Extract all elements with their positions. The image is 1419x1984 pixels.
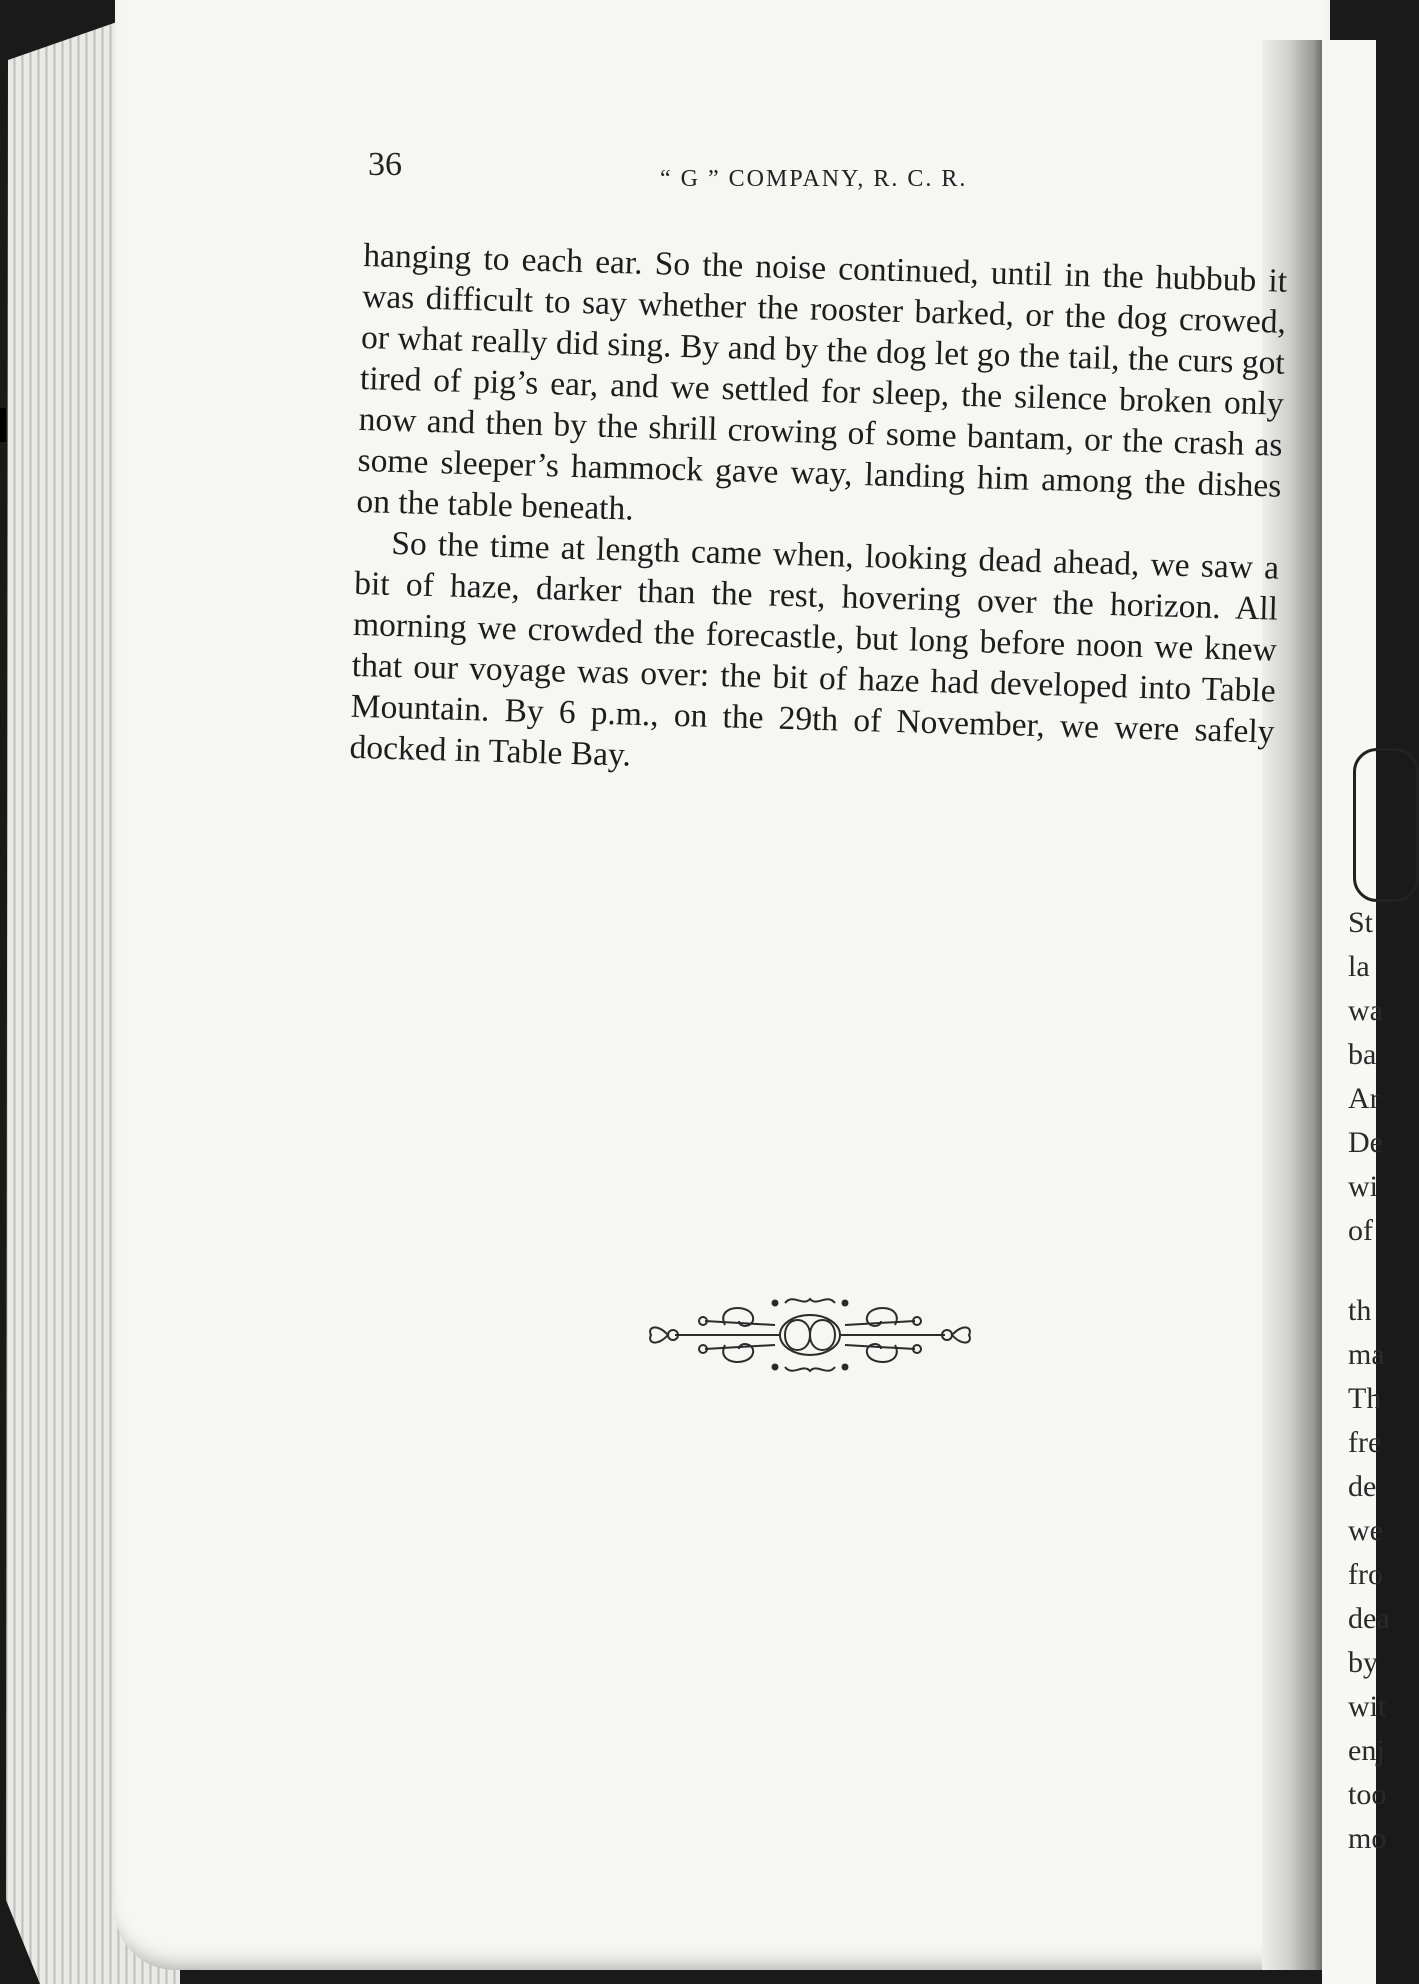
next-page-line: of: [1348, 1214, 1373, 1247]
next-page-line: fre: [1348, 1426, 1382, 1459]
next-page-line: too: [1348, 1778, 1387, 1811]
next-page-line: th: [1348, 1294, 1372, 1327]
next-page-bracket: [1353, 748, 1419, 902]
next-page-line: de: [1348, 1470, 1377, 1503]
paragraph: hanging to each ear. So the noise continued, until in the hubbub it was difficult to say whether the rooster barked, or the dog crowed, or what really did sing. By and by the dog let go the tail, the curs got tired of pig’s ear, and we settled for sleep, the silence broken only now and then by the shrill crowing of some bantam, or the crash as some sleeper’s hammock gave way, landing him among the dishes on the table beneath.: [356, 236, 1288, 528]
tailpiece-ornament-icon: [635, 1285, 985, 1385]
page-number: 36: [368, 146, 402, 183]
next-page-line: ba: [1348, 1038, 1377, 1071]
body-text: [349, 235, 1288, 794]
next-page-line: dea: [1348, 1602, 1390, 1635]
next-page-line: ma: [1348, 1338, 1385, 1371]
next-page-line: Ar: [1348, 1082, 1380, 1115]
next-page-line: fro: [1348, 1558, 1383, 1591]
next-page-line: we: [1348, 1514, 1383, 1547]
next-page-line: la: [1348, 950, 1370, 983]
next-page-line: by: [1348, 1646, 1378, 1679]
next-page-line: enj: [1348, 1734, 1385, 1767]
next-page-line: Th: [1348, 1382, 1382, 1415]
next-page-line: wi: [1348, 1170, 1378, 1203]
next-page: [1322, 40, 1390, 1984]
next-page-line: De: [1348, 1126, 1383, 1159]
running-head: “ G ” COMPANY, R. C. R.: [660, 166, 968, 192]
next-page-line: St: [1348, 906, 1374, 939]
next-page-line: wit: [1348, 1690, 1387, 1723]
next-page-line: wa: [1348, 994, 1383, 1027]
next-page-line: mo: [1348, 1822, 1387, 1855]
paragraph: So the time at length came when, looking dead ahead, we saw a bit of haze, darker than the rest, hovering over the horizon. All morning we crowded the forecastle, but long before noon we knew that our voyage was over: the bit of haze had developed into Table Mountain. By 6 p.m., on the 29th of November, we were safely docked in Table Bay.: [349, 524, 1280, 774]
margin-mark: [0, 408, 6, 442]
